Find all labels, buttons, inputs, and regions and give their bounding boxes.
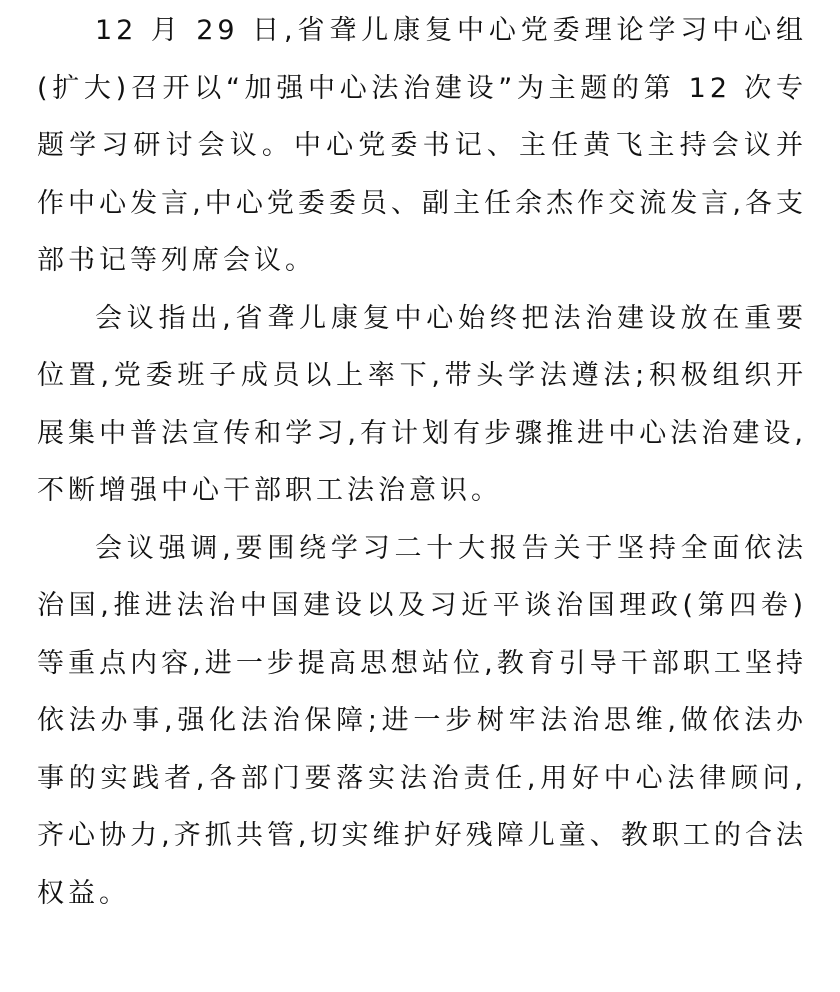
- paragraph-meeting-points: 会议指出,省聋儿康复中心始终把法治建设放在重要位置,党委班子成员以上率下,带头学法遵法;积极组织开展集中普法宣传和学习,有计划有步骤推进中心法治建设,不断增强中心干部职工法治意识。: [37, 302, 807, 506]
- paragraph-meeting-intro: 12 月 29 日,省聋儿康复中心党委理论学习中心组(扩大)召开以“加强中心法治建设”为主题的第 12 次专题学习研讨会议。中心党委书记、主任黄飞主持会议并作中心发言,中心党委委员、副主任余杰作交流发言,各支部书记等列席会议。: [37, 15, 807, 276]
- document-body: [37, 0, 807, 922]
- paragraph-meeting-emphasis: 会议强调,要围绕学习二十大报告关于坚持全面依法治国,推进法治中国建设以及习近平谈治国理政(第四卷)等重点内容,进一步提高思想站位,教育引导干部职工坚持依法办事,强化法治保障;进一步树牢法治思维,做依法办事的实践者,各部门要落实法治责任,用好中心法律顾问,齐心协力,齐抓共管,切实维护好残障儿童、教职工的合法权益。: [37, 532, 807, 909]
